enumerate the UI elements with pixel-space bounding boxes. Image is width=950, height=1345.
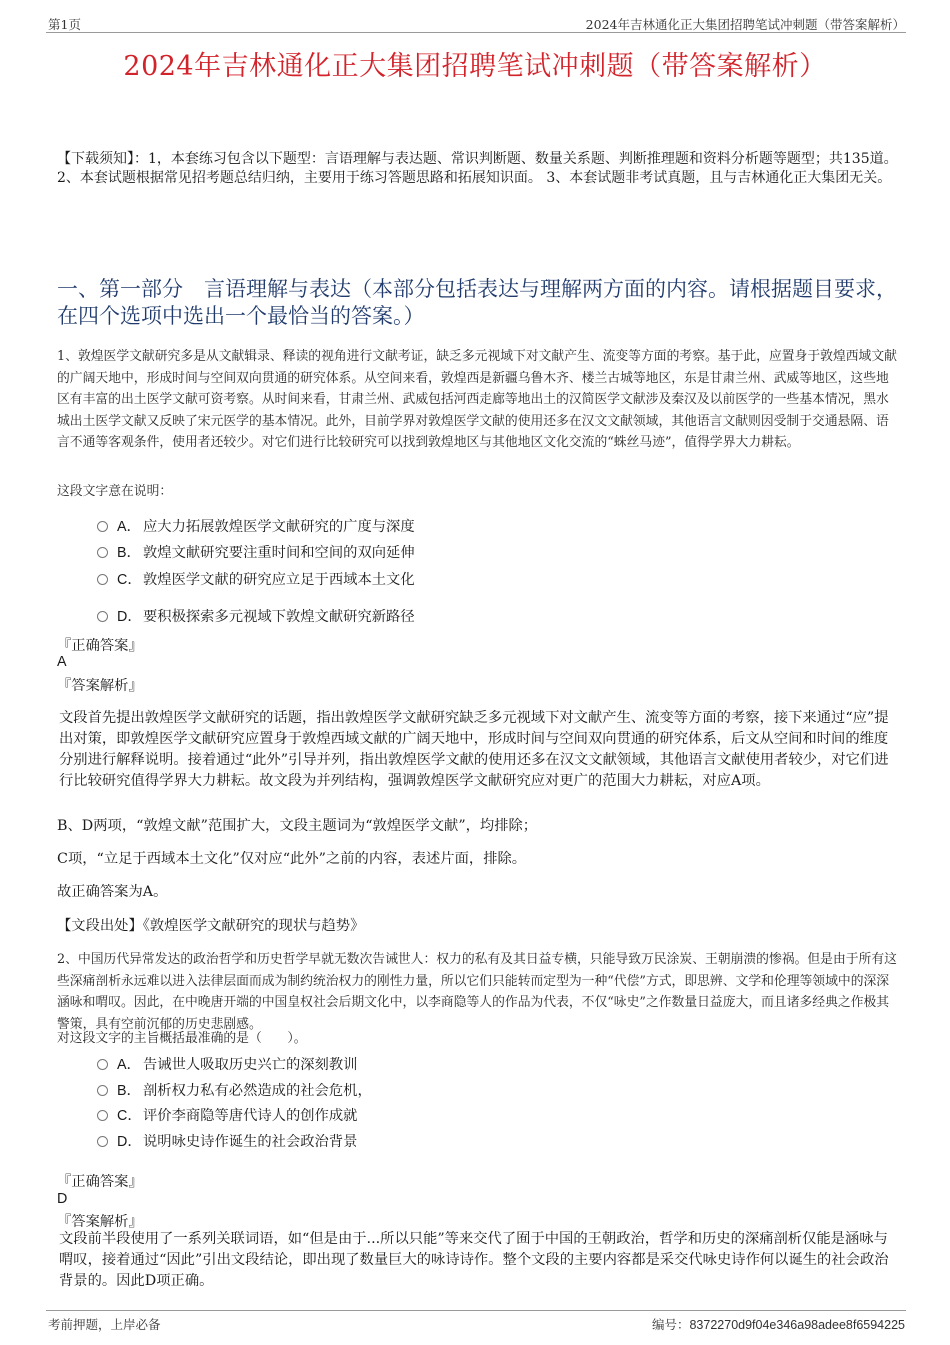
q1-analysis-c: C项，“立足于西域本土文化”仅对应“此外”之前的内容，表述片面，排除。 — [57, 851, 527, 867]
header-divider — [46, 32, 906, 33]
option-text: 告诫世人吸取历史兴亡的深刻教训 — [143, 1057, 358, 1073]
radio-icon[interactable] — [97, 1136, 108, 1147]
q2-analysis: 文段前半段使用了一系列关联词语，如“但是由于...所以只能”等来交代了囿于中国的王朝政治，哲学和历史的深痛剖析仅能是涵咏与喟叹，接着通过“因此”引出文段结论，即出现了数量巨大的咏诗诗作。整个文段的主要内容都是采交代咏史诗作何以诞生的社会政治背景的。因此D项正确。 — [59, 1231, 889, 1289]
footer-code: 编号：8372270d9f04e346a98adee8f6594225 — [651, 1318, 905, 1332]
option-letter: D． — [117, 609, 142, 625]
option-text: 应大力拓展敦煌医学文献研究的广度与深度 — [143, 519, 415, 535]
option-letter: B． — [117, 1083, 141, 1099]
option-text: 敦煌医学文献的研究应立足于西域本土文化 — [143, 572, 415, 588]
q1-analysis: 文段首先提出敦煌医学文献研究的话题，指出敦煌医学文献研究缺乏多元视域下对文献产生、流变等方面的考察，接下来通过“应”提出对策，即敦煌医学文献研究应置身于敦煌西域文献的广阔天地中，形成时间与空间双向贯通的研究体系，后文从空间和时间的维度分别进行解释说明。接着通过“此外”引导并列，指出敦煌医学文献的使用还多在汉文文献领域，其他语言文献使用者较少，对它们进行比较研究值得学界大力耕耘。故文段为并列结构，强调敦煌医学文献研究应对更广的范围大力耕耘，对应A项。 — [59, 710, 889, 789]
radio-icon[interactable] — [97, 574, 108, 585]
q1-analysis-label: 『答案解析』 — [57, 678, 143, 694]
radio-icon[interactable] — [97, 1059, 108, 1070]
q2-analysis-label: 『答案解析』 — [57, 1214, 143, 1230]
option-text: 评价李商隐等唐代诗人的创作成就 — [143, 1108, 358, 1124]
option-text: 要积极探索多元视域下敦煌文献研究新路径 — [143, 609, 415, 625]
radio-icon[interactable] — [97, 521, 108, 532]
q2-answer: D — [57, 1191, 68, 1207]
q2-option-b[interactable] — [97, 1080, 372, 1100]
page-number: 第1页 — [48, 17, 81, 32]
radio-icon[interactable] — [97, 1085, 108, 1096]
q1-source: 【文段出处】《敦煌医学文献研究的现状与趋势》 — [57, 918, 365, 934]
option-letter: C． — [117, 572, 142, 588]
page-footer — [48, 1313, 905, 1333]
q2-option-d[interactable] — [97, 1131, 357, 1151]
option-text: 说明咏史诗作诞生的社会政治背景 — [143, 1134, 358, 1150]
option-text: 敦煌文献研究要注重时间和空间的双向延伸 — [143, 545, 415, 561]
page-header — [48, 13, 905, 33]
q1-prompt: 这段文字意在说明： — [57, 484, 173, 499]
q1-answer: A — [57, 654, 67, 670]
option-letter: C． — [117, 1108, 142, 1124]
q1-option-a[interactable] — [97, 516, 415, 536]
option-letter: A． — [117, 519, 141, 535]
q1-option-c[interactable] — [97, 569, 415, 589]
q1-stem: 1、敦煌医学文献研究多是从文献辑录、释读的视角进行文献考证，缺乏多元视域下对文献产生、流变等方面的考察。基于此，应置身于敦煌西域文献的广阔天地中，形成时间与空间双向贯通的研究体系。从空间来看，敦煌西是新疆乌鲁木齐、楼兰古城等地区，东是甘肃兰州、武威等地区，这些地区有丰富的出土医学文献可资考察。从时间来看，甘肃兰州、武威包括河西走廊等地出土的汉简医学文献涉及秦汉及以前医学的一些基本情况，黑水城出土医学文献又反映了宋元医学的基本情况。此外，目前学界对敦煌医学文献的使用还多在汉文文献领域，其他语言文献则因受制于交通悬隔、语言不通等客观条件，使用者还较少。对它们进行比较研究可以找到敦煌地区与其他地区文化交流的“蛛丝马迹”，值得学界大力耕耘。 — [57, 349, 897, 450]
header-doc-title: 2024年吉林通化正大集团招聘笔试冲刺题（带答案解析） — [585, 17, 905, 32]
download-notice: 【下载须知】：1，本套练习包含以下题型：言语理解与表达题、常识判断题、数量关系题、判断推理题和资料分析题等题型；共135道。 2、本套试题根据常见招考题总结归纳，主要用于练习答题思路和拓展知识面。 3、本套试题非考试真题，且与吉林通化正大集团无关。 — [57, 151, 898, 186]
radio-icon[interactable] — [97, 611, 108, 622]
section-heading: 一、第一部分 言语理解与表达（本部分包括表达与理解两方面的内容。请根据题目要求，在四个选项中选出一个最恰当的答案。） — [57, 277, 897, 328]
q2-stem: 2、中国历代异常发达的政治哲学和历史哲学早就无数次告诫世人：权力的私有及其日益专横，只能导致万民涂炭、王朝崩溃的惨祸。但是由于所有这些深痛剖析永远难以进入法律层面而成为制约统治权力的刚性力量，所以它们只能转而定型为一种“代偿”方式，即思辨、文学和伦理等领域中的深深涵咏和喟叹。因此，在中晚唐开端的中国皇权社会后期文化中，以李商隐等人的作品为代表，不仅“咏史”之作数量日益庞大，而且诸多经典之作极其警策，具有空前沉郁的历史悲剧感。 — [57, 952, 897, 1032]
option-letter: D． — [117, 1134, 142, 1150]
footer-slogan: 考前押题，上岸必备 — [48, 1317, 161, 1332]
radio-icon[interactable] — [97, 547, 108, 558]
document-title: 2024年吉林通化正大集团招聘笔试冲刺题（带答案解析） — [123, 51, 827, 82]
q2-prompt: 对这段文字的主旨概括最准确的是（ ）。 — [57, 1031, 307, 1046]
radio-icon[interactable] — [97, 1110, 108, 1121]
q2-option-a[interactable] — [97, 1054, 357, 1074]
footer-divider — [46, 1310, 906, 1311]
q1-analysis-bd: B、D两项，“敦煌文献”范围扩大，文段主题词为“敦煌医学文献”，均排除； — [57, 818, 538, 834]
q1-answer-label: 『正确答案』 — [57, 638, 143, 654]
q2-option-c[interactable] — [97, 1105, 357, 1125]
q1-conclusion: 故正确答案为A。 — [57, 884, 168, 900]
option-letter: B． — [117, 545, 141, 561]
q2-answer-label: 『正确答案』 — [57, 1174, 143, 1190]
q1-option-b[interactable] — [97, 542, 415, 562]
q1-option-d[interactable] — [97, 606, 415, 626]
option-text: 剖析权力私有必然造成的社会危机， — [143, 1083, 372, 1099]
option-letter: A． — [117, 1057, 141, 1073]
